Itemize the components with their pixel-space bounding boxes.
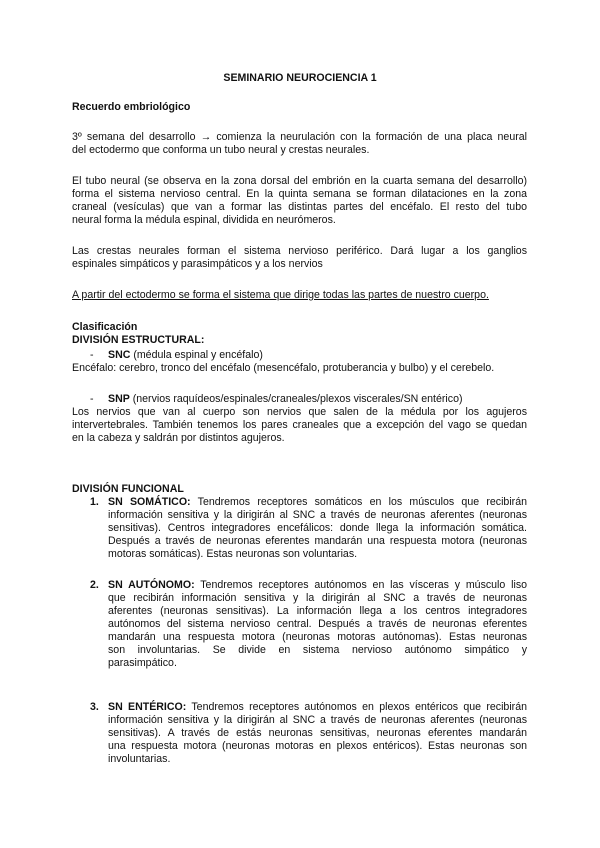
paragraph-line: en la cabeza y saldrán por distintos agujeros. (72, 432, 285, 444)
list-number: 1. (90, 496, 99, 508)
bullet-dash: - (90, 393, 94, 405)
snp-description: (nervios raquídeos/espinales/craneales/plexos viscerales/SN entérico) (129, 393, 463, 405)
paragraph-line: espinales simpáticos y parasimpáticos y a los nervios (72, 258, 323, 270)
bullet-dash: - (90, 349, 94, 361)
list-item-first-line (108, 496, 527, 509)
paragraph-line: forma el sistema nervioso central. En la quinta semana se forman dilataciones en la zona (72, 188, 527, 200)
list-item-line: son involuntarias. Se divide en sistema nervioso autónomo simpático y (108, 644, 527, 656)
list-item-line: autónomos del sistema nervioso central. Después a través de neuronas eferentes (108, 618, 527, 630)
page-title: SEMINARIO NEUROCIENCIA 1 (223, 72, 377, 84)
item-text: Tendremos receptores autónomos en las vísceras y músculo liso (194, 579, 528, 591)
list-item-line: motoras somáticas). Estas neuronas son voluntarias. (108, 548, 358, 560)
list-number: 2. (90, 579, 99, 591)
snc-item (108, 349, 263, 362)
list-item-line: una respuesta motora (neuronas motoras en plexos entéricos). Estas neuronas son (108, 740, 527, 752)
paragraph-line: El tubo neural (se observa en la zona dorsal del embrión en la cuarta semana del desarrollo) (72, 175, 527, 187)
paragraph-line: Las crestas neurales forman el sistema nervioso periférico. Dará lugar a los ganglios (72, 245, 527, 257)
list-number: 3. (90, 701, 99, 713)
list-item-line: parasimpático. (108, 657, 177, 669)
list-item-line: aferentes (neuronas sensitivas). La información llega a los centros integradores (108, 605, 527, 617)
list-item-first-line (108, 701, 527, 714)
heading-functional-division: DIVISIÓN FUNCIONAL (72, 483, 184, 495)
paragraph-line: del ectodermo que conforma un tubo neural y crestas neurales. (72, 144, 370, 156)
snc-description: (médula espinal y encéfalo) (130, 349, 263, 361)
heading-embryology: Recuerdo embriológico (72, 101, 191, 113)
list-item-line: información sensitiva y la dirigirán al SNC a través de neuronas aferentes (neuronas (108, 714, 527, 726)
list-item-first-line (108, 579, 527, 592)
list-item-line: involuntarias. (108, 753, 171, 765)
list-item-line: sensitivas). A través de estás neuronas sensitivas, neuronas eferentes mandarán (108, 727, 527, 739)
paragraph-line: intervertebrales. También tenemos los pares craneales que a excepción del vago se quedan (72, 419, 527, 431)
item-label: SN ENTÉRICO: (108, 701, 187, 713)
list-item-line: mandarán una respuesta motora (neuronas motoras autónomas). Estas neuronas (108, 631, 527, 643)
snp-item (108, 393, 463, 406)
item-text: Tendremos receptores somáticos en los músculos que recibirán (190, 496, 527, 508)
item-label: SN SOMÁTICO: (108, 496, 191, 508)
heading-classification: Clasificación (72, 321, 138, 333)
list-item-line: Después a través de neuronas eferentes mandarán una respuesta motora (neuronas (108, 535, 527, 547)
paragraph-line: 3º semana del desarrollo → comienza la neurulación con la formación de una placa neural (72, 131, 527, 143)
list-item-line: sensitivas). Centros integradores encefálicos: donde llega la información somática. (108, 522, 527, 534)
paragraph-line: craneal (vesículas) que van a formar las distintas partes del encéfalo. El resto del tubo (72, 201, 527, 213)
item-text: Tendremos receptores autónomos en plexos entéricos que recibirán (186, 701, 527, 713)
list-item-line: que recibirán información sensitiva y la dirigirán al SNC a través de neuronas (108, 592, 527, 604)
paragraph-line: neural forma la médula espinal, dividida en neurómeros. (72, 214, 336, 226)
paragraph-line: Los nervios que van al cuerpo son nervios que salen de la médula por los agujeros (72, 406, 527, 418)
encefalo-line: Encéfalo: cerebro, tronco del encéfalo (mesencéfalo, protuberancia y bulbo) y el cerebelo. (72, 362, 495, 374)
snc-label: SNC (108, 349, 131, 361)
heading-structural-division: DIVISIÓN ESTRUCTURAL: (72, 334, 205, 346)
list-item-line: información sensitiva y la dirigirán al SNC a través de neuronas aferentes (neuronas (108, 509, 527, 521)
snp-label: SNP (108, 393, 130, 405)
item-label: SN AUTÓNOMO: (108, 579, 195, 591)
underlined-statement: A partir del ectodermo se forma el sistema que dirige todas las partes de nuestro cuerpo. (72, 289, 489, 301)
